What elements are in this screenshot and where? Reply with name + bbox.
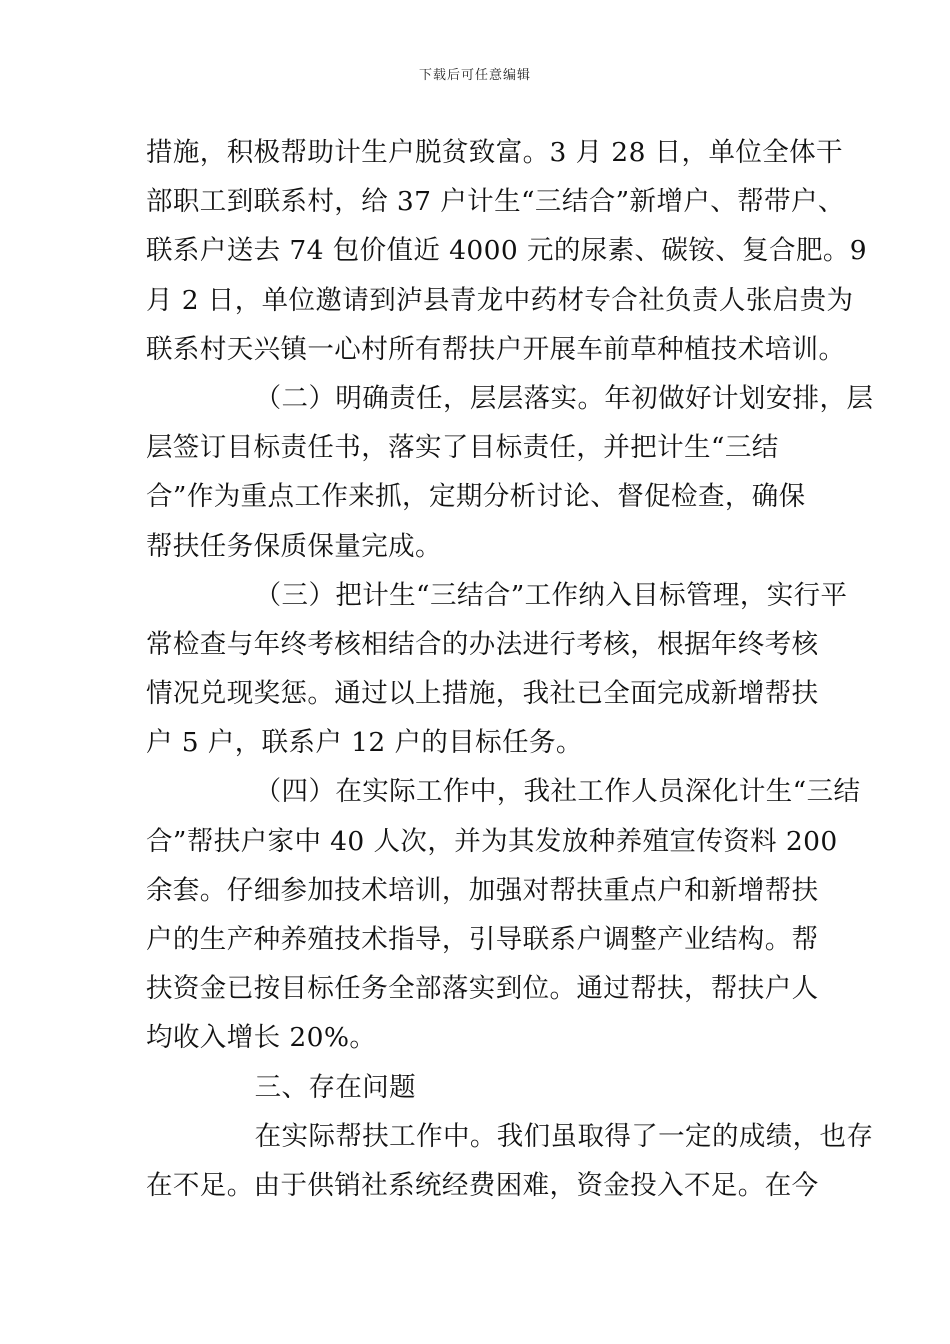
- text-line: 联系户送去 74 包价值近 4000 元的尿素、碳铵、复合肥。9: [146, 235, 868, 267]
- text-line: 常检查与年终考核相结合的办法进行考核，根据年终考核: [146, 628, 819, 660]
- text-line: 扶资金已按目标任务全部落实到位。通过帮扶，帮扶户人: [146, 973, 819, 1005]
- text-line: 在实际帮扶工作中。我们虽取得了一定的成绩，也存: [254, 1120, 874, 1152]
- text-line: 均收入增长 20%。: [146, 1022, 377, 1054]
- text-line: 联系村天兴镇一心村所有帮扶户开展车前草种植技术培训。: [146, 333, 846, 365]
- text-line: 户 5 户，联系户 12 户的目标任务。: [146, 727, 583, 759]
- page-header: 下载后可任意编辑: [418, 68, 531, 83]
- text-line: 合”作为重点工作来抓，定期分析讨论、督促检查，确保: [146, 481, 806, 513]
- text-line: 措施，积极帮助计生户脱贫致富。3 月 28 日，单位全体干: [146, 137, 843, 168]
- text-line: 余套。仔细参加技术培训，加强对帮扶重点户和新增帮扶: [146, 874, 819, 906]
- document-body: [146, 128, 874, 1210]
- text-line: 层签订目标责任书，落实了目标责任，并把计生“三结: [146, 432, 779, 464]
- text-line: 月 2 日，单位邀请到泸县青龙中药材专合社负责人张启贵为: [146, 284, 854, 316]
- text-line: 帮扶任务保质保量完成。: [146, 530, 442, 562]
- text-line: 情况兑现奖惩。通过以上措施，我社已全面完成新增帮扶: [146, 678, 819, 710]
- text-line: （三）把计生“三结合”工作纳入目标管理，实行平: [254, 579, 848, 611]
- text-line: 在不足。由于供销社系统经费困难，资金投入不足。在今: [146, 1169, 819, 1201]
- text-line: 合”帮扶户家中 40 人次，并为其发放种养殖宣传资料 200: [146, 825, 838, 857]
- text-line: 户的生产种养殖技术指导，引导联系户调整产业结构。帮: [146, 924, 819, 955]
- text-line: 部职工到联系村，给 37 户计生“三结合”新增户、帮带户、: [146, 186, 845, 218]
- text-line: （四）在实际工作中，我社工作人员深化计生“三结: [254, 776, 861, 808]
- text-line: （二）明确责任，层层落实。年初做好计划安排，层: [254, 382, 874, 414]
- text-line: 三、存在问题: [254, 1071, 417, 1103]
